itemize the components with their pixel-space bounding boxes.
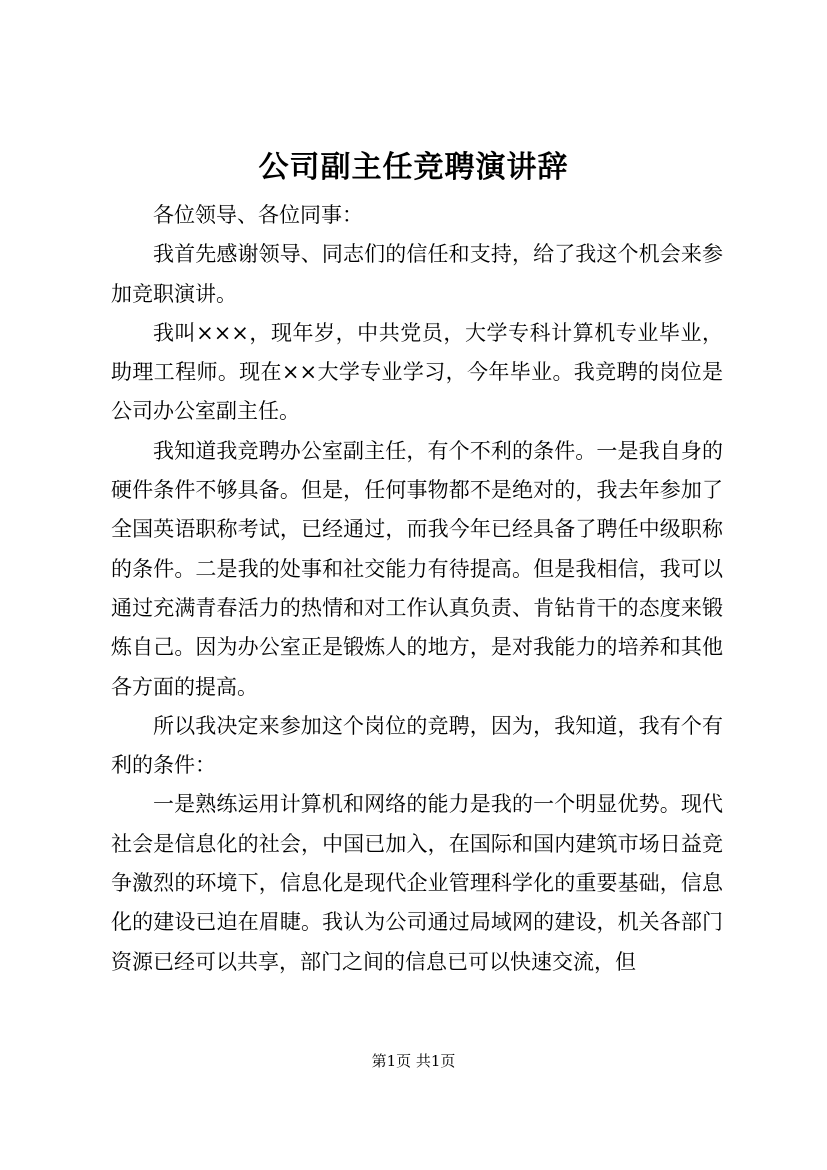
paragraph-decision: 所以我决定来参加这个岗位的竞聘，因为，我知道，我有个有利的条件：: [111, 713, 723, 778]
paragraph-salutation: 各位领导、各位同事：: [153, 203, 363, 227]
paragraph-disadvantages: 我知道我竞聘办公室副主任，有个不利的条件。一是我自身的硬件条件不够具备。但是，任何事物都不是绝对的，我去年参加了全国英语职称考试，已经通过，而我今年已经具备了聘任中级职称的条件。二是我的处事和社交能力有待提高。但是我相信，我可以通过充满青春活力的热情和对工作认真负责、肯钻肯干的态度来锻炼自己。因为办公室正是锻炼人的地方，是对我能力的培养和其他各方面的提高。: [111, 438, 723, 699]
paragraph-introduction: 我叫×××，现年岁，中共党员，大学专科计算机专业毕业，助理工程师。现在××大学专业学习，今年毕业。我竞聘的岗位是公司办公室副主任。: [111, 320, 723, 424]
page-number-footer: 第1页 共1页: [371, 1052, 456, 1070]
paragraph-advantage-one: 一是熟练运用计算机和网络的能力是我的一个明显优势。现代社会是信息化的社会，中国已加入，在国际和国内建筑市场日益竞争激烈的环境下，信息化是现代企业管理科学化的重要基础，信息化的建设已迫在眉睫。我认为公司通过局域网的建设，机关各部门资源已经可以共享，部门之间的信息已可以快速交流，但: [111, 792, 723, 974]
document-title: 公司副主任竞聘演讲辞: [258, 150, 569, 185]
document-body: [111, 196, 723, 982]
paragraph-thanks: 我首先感谢领导、同志们的信任和支持，给了我这个机会来参加竞职演讲。: [111, 242, 723, 306]
